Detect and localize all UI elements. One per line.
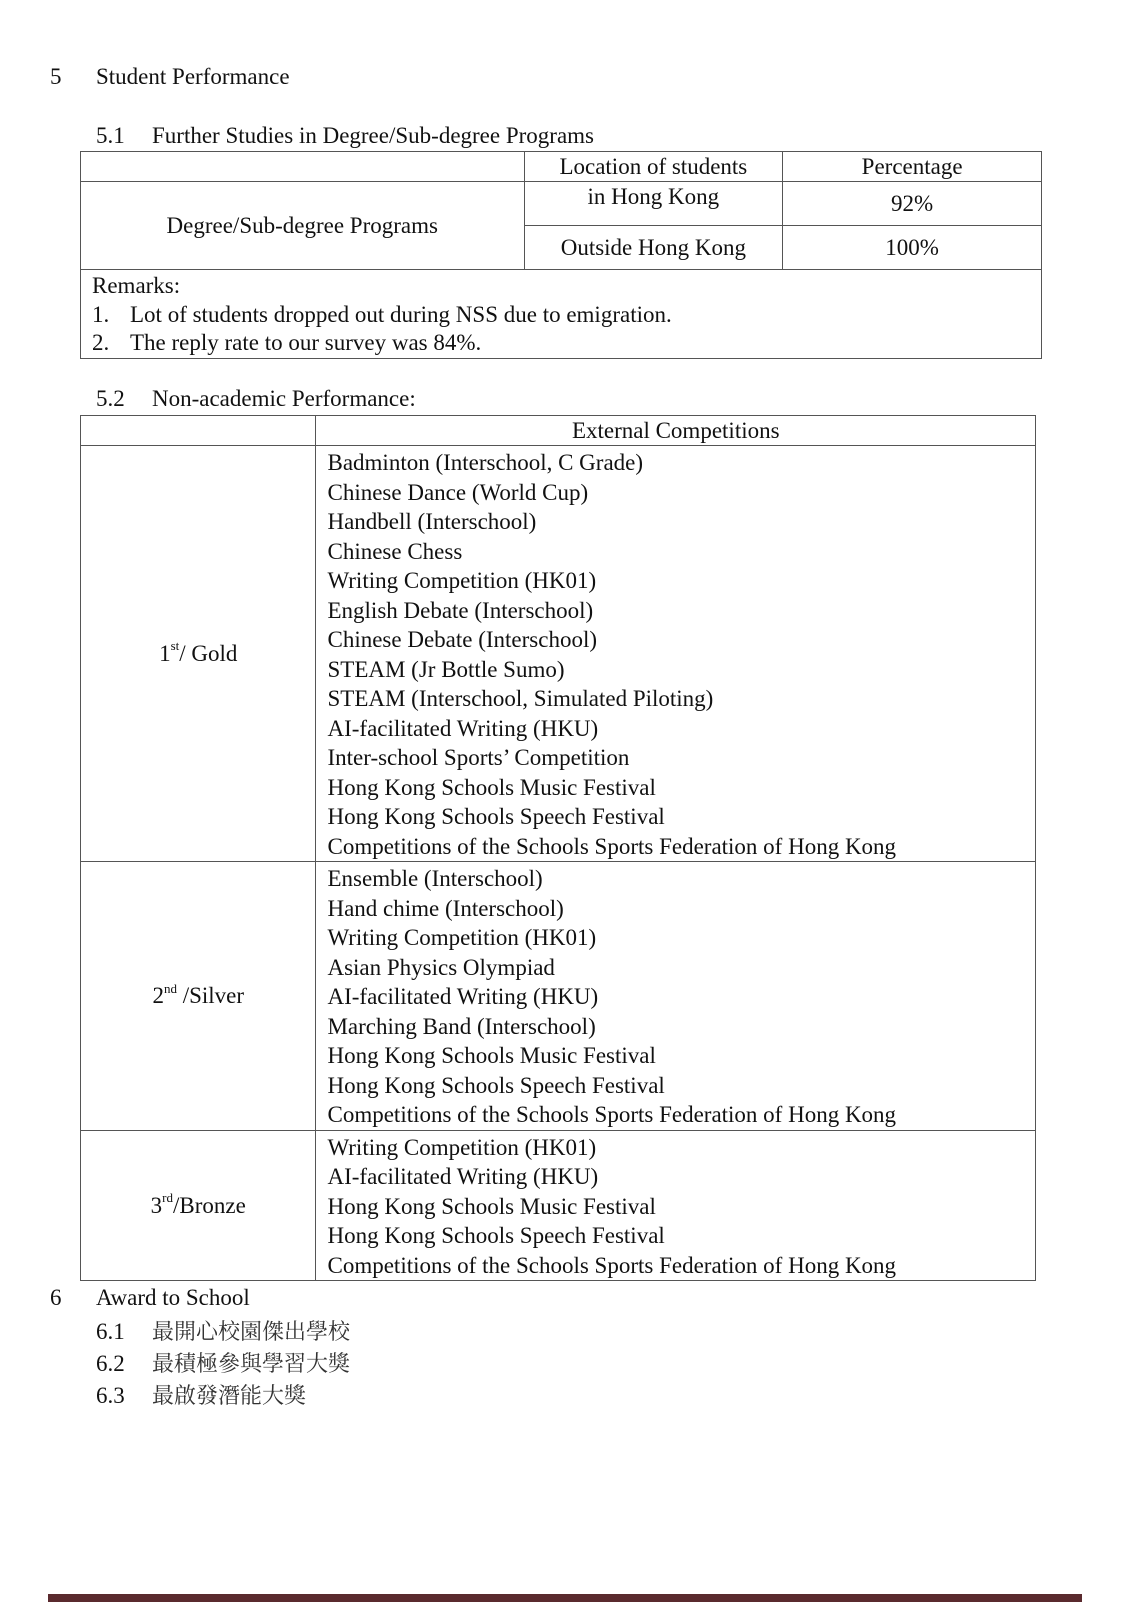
competition-item: Marching Band (Interschool) bbox=[327, 1013, 596, 1039]
award-group-row bbox=[81, 1130, 1036, 1281]
remark-number: 2. bbox=[92, 330, 110, 355]
competition-item: Chinese Chess bbox=[327, 538, 463, 564]
award-number: 6.2 bbox=[96, 1351, 125, 1376]
footer-bar bbox=[48, 1594, 1082, 1602]
header-external-competitions: External Competitions bbox=[316, 416, 1036, 446]
header-empty-cell bbox=[81, 152, 525, 182]
header-location: Location of students bbox=[524, 152, 783, 182]
section-5-number: 5 bbox=[50, 64, 62, 89]
competition-item: Writing Competition (HK01) bbox=[327, 568, 597, 593]
competition-item: Writing Competition (HK01) bbox=[327, 1134, 597, 1160]
award-text: 最積極參與學習大獎 bbox=[152, 1352, 351, 1377]
competition-item: Hand chime (Interschool) bbox=[327, 895, 564, 921]
subsection-number: 5.1 bbox=[96, 123, 125, 148]
award-text: 最啟發潛能大獎 bbox=[152, 1384, 307, 1409]
section-6-title: Award to School bbox=[96, 1285, 250, 1310]
competition-item: Hong Kong Schools Music Festival bbox=[327, 1193, 656, 1219]
competition-item: Hong Kong Schools Speech Festival bbox=[327, 1223, 665, 1248]
award-number: 6.1 bbox=[96, 1319, 125, 1344]
competition-item: Competitions of the Schools Sports Federation of Hong Kong bbox=[327, 1252, 897, 1278]
percentage-cell: 100% bbox=[783, 226, 1042, 270]
competition-list-cell bbox=[316, 1130, 1036, 1281]
subsection-5-1-heading bbox=[96, 123, 594, 149]
remark-item bbox=[92, 329, 1041, 358]
competition-item: Hong Kong Schools Speech Festival bbox=[327, 804, 665, 829]
external-competitions-table bbox=[80, 415, 1036, 1281]
competition-item: Writing Competition (HK01) bbox=[327, 925, 597, 950]
award-text: 最開心校園傑出學校 bbox=[152, 1320, 351, 1345]
competition-item: AI-facilitated Writing (HKU) bbox=[327, 984, 599, 1009]
percentage-cell: 92% bbox=[783, 182, 1042, 226]
rank-cell bbox=[81, 1130, 316, 1281]
award-item bbox=[96, 1379, 306, 1410]
competition-item: Handbell (Interschool) bbox=[327, 509, 537, 534]
competition-item: Hong Kong Schools Music Festival bbox=[327, 774, 656, 800]
award-number: 6.3 bbox=[96, 1383, 125, 1408]
rank-cell bbox=[81, 862, 316, 1131]
rank-suffix: rd bbox=[162, 1190, 173, 1206]
rank-label: / Gold bbox=[179, 641, 238, 666]
remark-number: 1. bbox=[92, 301, 110, 327]
rank-number: 3 bbox=[150, 1192, 163, 1218]
competition-item: AI-facilitated Writing (HKU) bbox=[327, 1164, 599, 1189]
award-item bbox=[96, 1315, 350, 1346]
rank-suffix: st bbox=[170, 638, 180, 654]
competition-list bbox=[316, 862, 1035, 1130]
competition-item: STEAM (Jr Bottle Sumo) bbox=[327, 656, 565, 682]
further-studies-table bbox=[80, 151, 1042, 359]
remark-text: Lot of students dropped out during NSS due to emigration. bbox=[130, 301, 672, 327]
subsection-5-2-heading bbox=[96, 386, 416, 412]
competition-list bbox=[316, 446, 1035, 861]
rank-label: /Bronze bbox=[173, 1192, 246, 1218]
rank-cell bbox=[81, 446, 316, 862]
remarks-cell bbox=[81, 270, 1042, 359]
competition-item: Ensemble (Interschool) bbox=[327, 866, 543, 891]
table-header-row bbox=[81, 152, 1042, 182]
section-6-number: 6 bbox=[50, 1285, 62, 1310]
table-row bbox=[81, 182, 1042, 226]
location-cell: in Hong Kong bbox=[524, 182, 783, 226]
subsection-title: Further Studies in Degree/Sub-degree Programs bbox=[152, 123, 595, 148]
competition-item: Badminton (Interschool, C Grade) bbox=[327, 450, 644, 475]
rank-number: 2 bbox=[152, 983, 164, 1009]
award-group-row bbox=[81, 862, 1036, 1131]
competition-item: Inter-school Sports’ Competition bbox=[327, 745, 630, 770]
competition-list-cell bbox=[316, 446, 1036, 862]
rank-label: /Silver bbox=[176, 983, 245, 1009]
competition-item: Hong Kong Schools Music Festival bbox=[327, 1043, 656, 1068]
award-group-row bbox=[81, 446, 1036, 862]
remarks-title: Remarks: bbox=[92, 273, 181, 298]
competition-item: Chinese Debate (Interschool) bbox=[327, 627, 597, 652]
subsection-number: 5.2 bbox=[96, 386, 125, 411]
table-header-row bbox=[81, 416, 1036, 446]
competition-item: Asian Physics Olympiad bbox=[327, 954, 555, 980]
competition-item: Competitions of the Schools Sports Federation of Hong Kong bbox=[327, 833, 897, 859]
section-5-title: Student Performance bbox=[96, 64, 290, 89]
header-empty-cell bbox=[81, 416, 316, 446]
competition-list bbox=[316, 1131, 1035, 1281]
competition-item: English Debate (Interschool) bbox=[327, 597, 594, 623]
award-item bbox=[96, 1347, 350, 1378]
competition-item: AI-facilitated Writing (HKU) bbox=[327, 715, 599, 741]
competition-item: STEAM (Interschool, Simulated Piloting) bbox=[327, 686, 714, 711]
remark-item bbox=[92, 301, 1041, 330]
remark-text: The reply rate to our survey was 84%. bbox=[130, 330, 482, 355]
program-label: Degree/Sub-degree Programs bbox=[81, 182, 525, 270]
header-percentage: Percentage bbox=[783, 152, 1042, 182]
rank-number: 1 bbox=[159, 641, 171, 666]
competition-item: Hong Kong Schools Speech Festival bbox=[327, 1072, 665, 1098]
subsection-title: Non-academic Performance: bbox=[152, 386, 416, 411]
competition-list-cell bbox=[316, 862, 1036, 1131]
rank-suffix: nd bbox=[163, 980, 177, 996]
location-cell: Outside Hong Kong bbox=[524, 226, 783, 270]
remarks-row bbox=[81, 270, 1042, 359]
competition-item: Chinese Dance (World Cup) bbox=[327, 479, 589, 505]
competition-item: Competitions of the Schools Sports Federation of Hong Kong bbox=[327, 1102, 897, 1127]
